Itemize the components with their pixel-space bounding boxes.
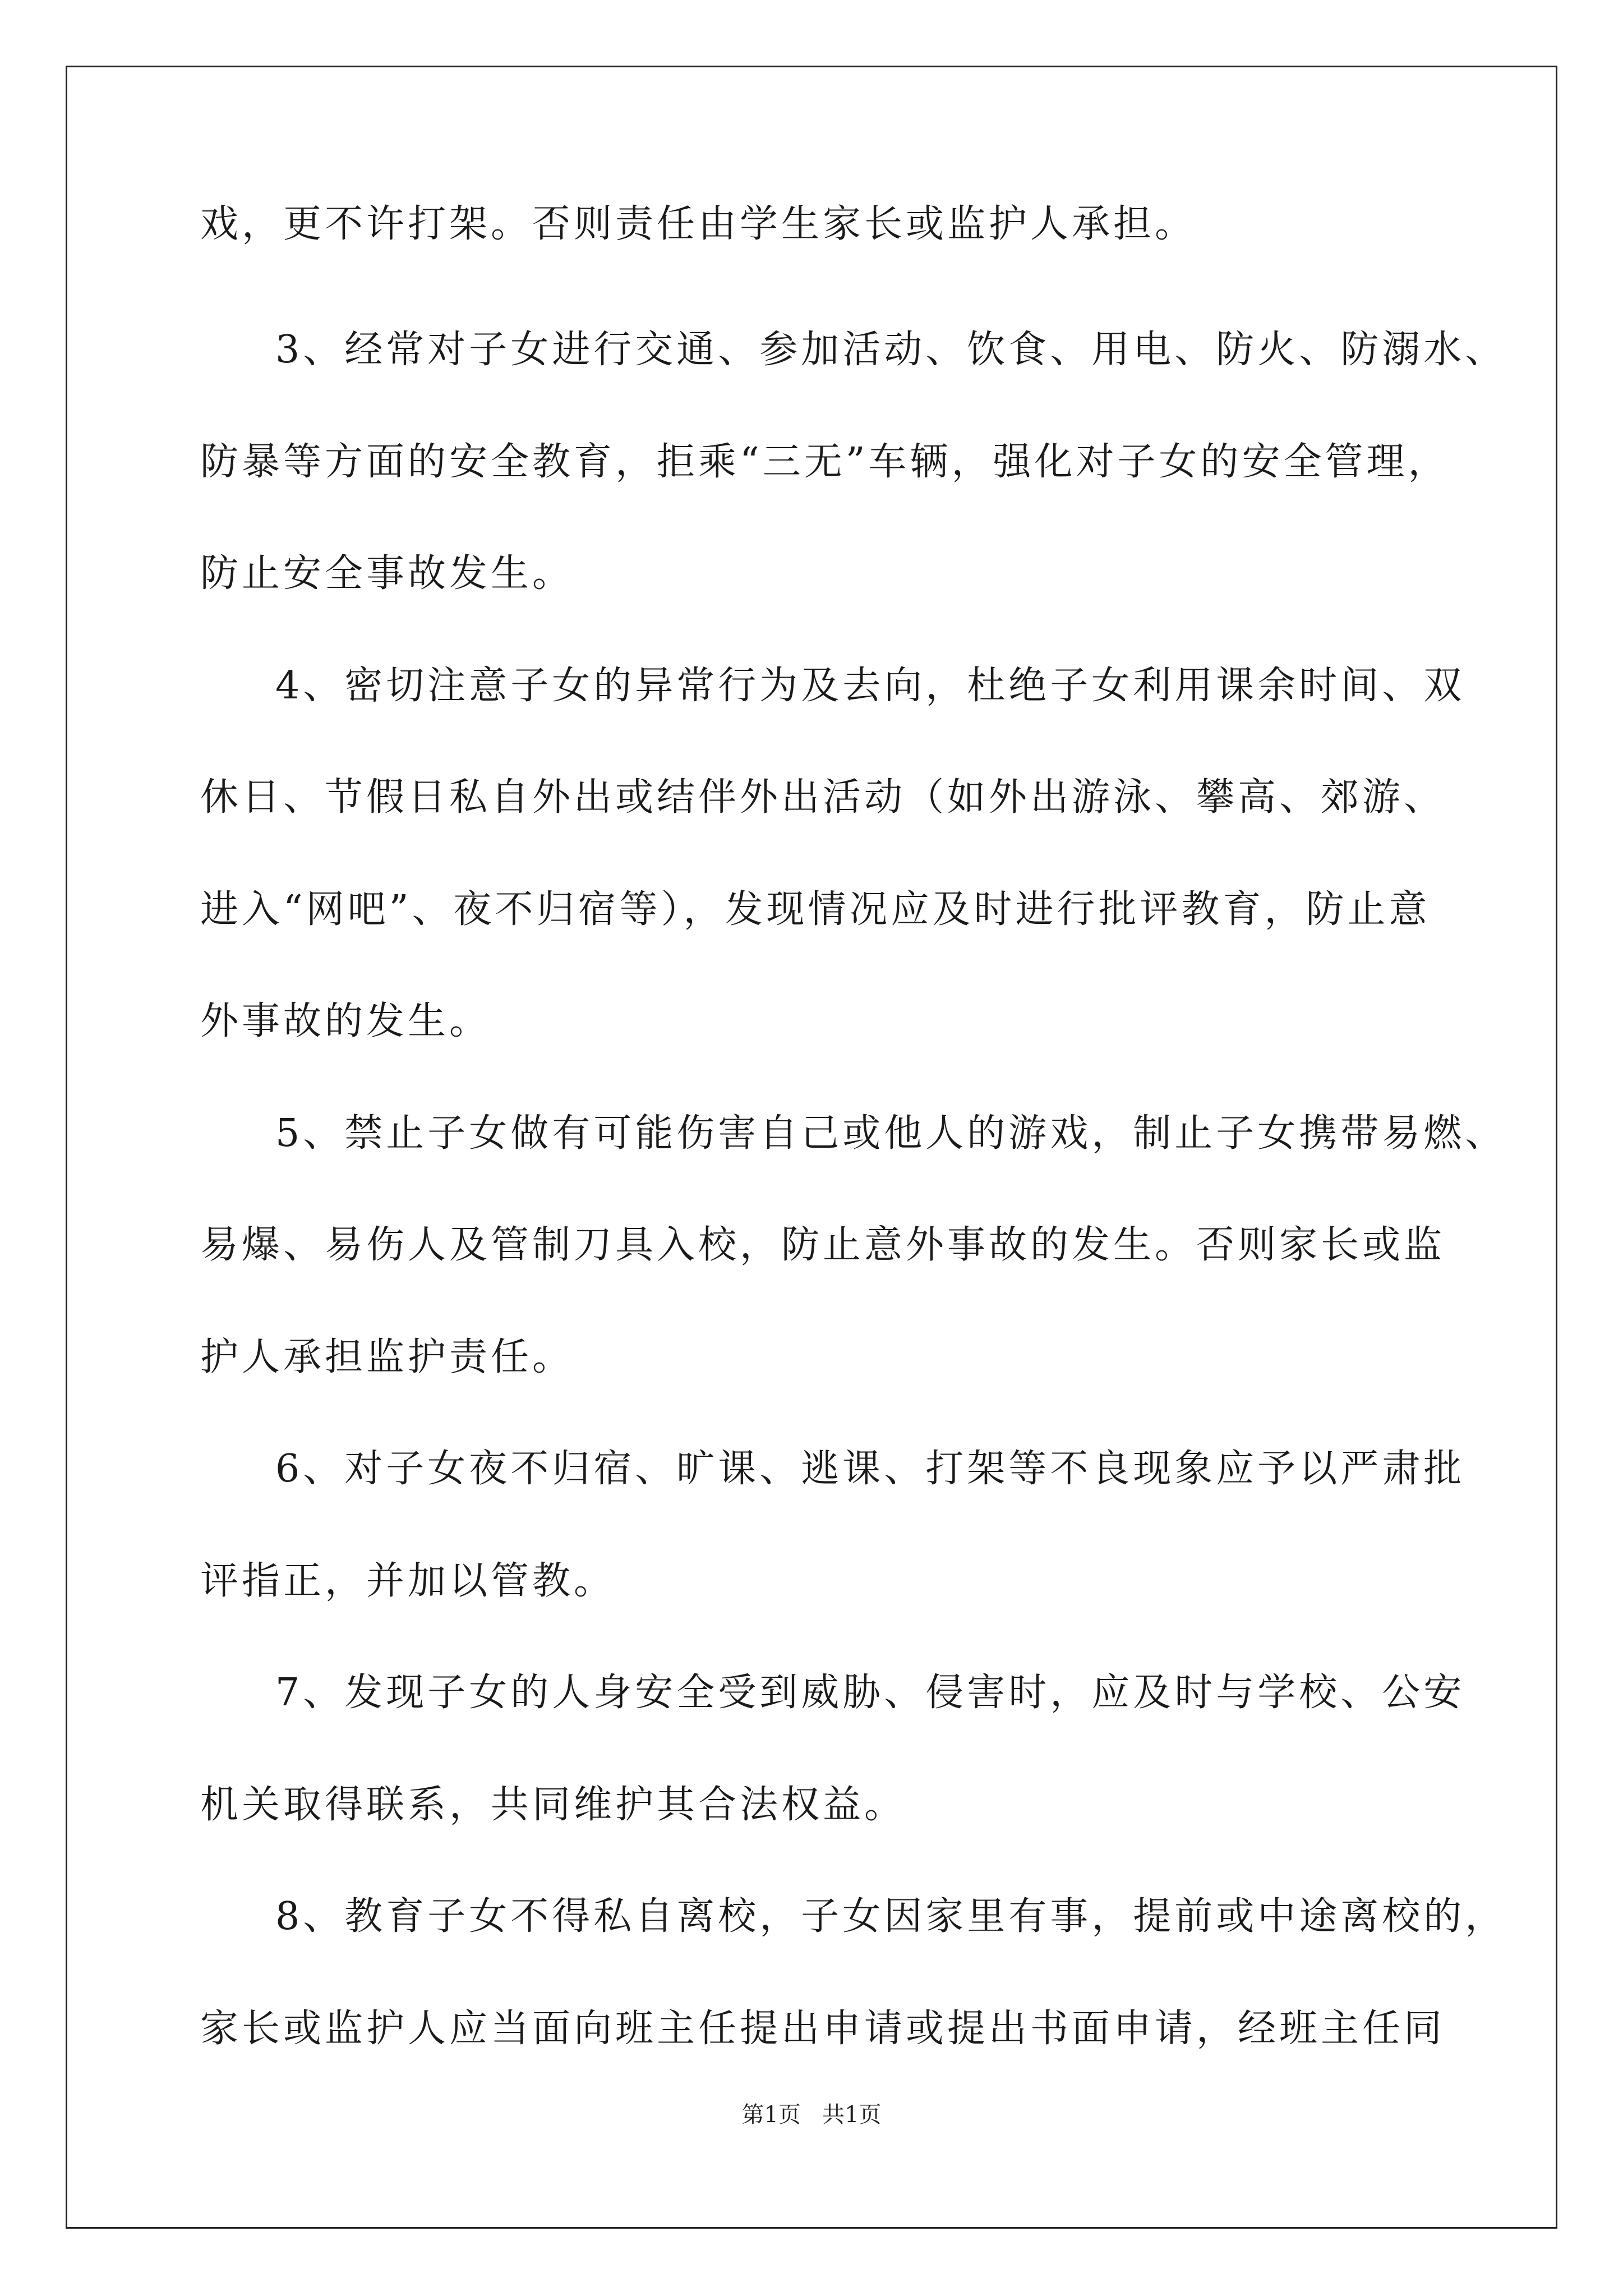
text-line: 评指正，并加以管教。 <box>200 1559 616 1603</box>
text-line: 易爆、易伤人及管制刀具入校，防止意外事故的发生。否则家长或监 <box>200 1223 1446 1267</box>
text-line: 外事故的发生。 <box>200 999 491 1043</box>
text-line: 7、发现子女的人身安全受到威胁、侵害时，应及时与学校、公安 <box>275 1671 1465 1715</box>
text-line: 戏，更不许打架。否则责任由学生家长或监护人承担。 <box>200 202 1197 246</box>
text-line: 5、禁止子女做有可能伤害自己或他人的游戏，制止子女携带易燃、 <box>275 1111 1507 1156</box>
text-line: 防止安全事故发生。 <box>200 551 574 596</box>
text-line: 8、教育子女不得私自离校，子女因家里有事，提前或中途离校的， <box>275 1894 1507 1939</box>
text-line: 4、密切注意子女的异常行为及去向，杜绝子女利用课余时间、双 <box>275 664 1465 708</box>
text-line: 休日、节假日私自外出或结伴外出活动（如外出游泳、攀高、郊游、 <box>200 775 1446 820</box>
text-line: 护人承担监护责任。 <box>200 1335 574 1379</box>
text-line: 进入“网吧”、夜不归宿等），发现情况应及时进行批评教育，防止意 <box>200 887 1431 932</box>
page-number: 第1页 共1页 <box>741 2102 882 2128</box>
text-line: 家长或监护人应当面向班主任提出申请或提出书面申请，经班主任同 <box>200 2007 1446 2051</box>
text-line: 机关取得联系，共同维护其合法权益。 <box>200 1783 906 1827</box>
text-line: 6、对子女夜不归宿、旷课、逃课、打架等不良现象应予以严肃批 <box>275 1447 1465 1491</box>
text-line: 3、经常对子女进行交通、参加活动、饮食、用电、防火、防溺水、 <box>275 328 1507 372</box>
text-line: 防暴等方面的安全教育，拒乘“三无”车辆，强化对子女的安全管理， <box>200 440 1450 484</box>
